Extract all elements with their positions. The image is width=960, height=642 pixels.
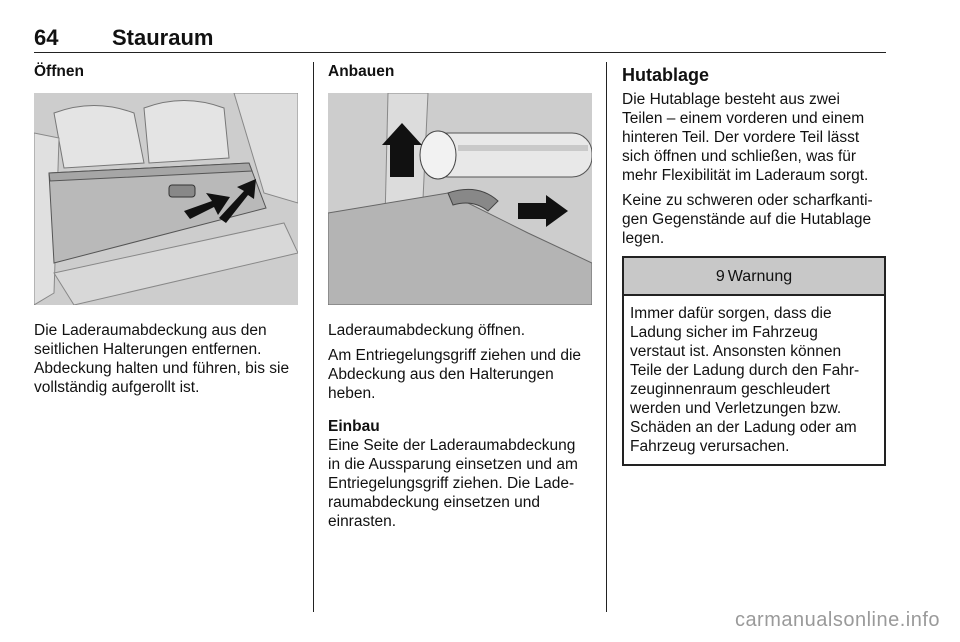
watermark: carmanualsonline.info: [734, 609, 940, 631]
text-line: Eine Seite der Laderaumabdeckung: [328, 437, 576, 454]
text-line: Abdeckung aus den Halterungen: [328, 366, 554, 383]
text-line: heben.: [328, 385, 376, 402]
text-line: einrasten.: [328, 513, 397, 530]
text-line: Abdeckung halten und führen, bis sie: [34, 360, 290, 377]
text-line: Teilen – einem vorderen und einem: [622, 110, 865, 127]
text-line: werden und Verletzungen bzw.: [630, 400, 842, 417]
heading-einbau: Einbau: [328, 418, 380, 435]
shelf-description: [622, 90, 886, 185]
text-line: Schäden an der Ladung oder am: [630, 419, 857, 436]
text-line: Teile der Ladung durch den Fahr-: [630, 362, 860, 379]
text-line: verstaut ist. Ansonsten können: [630, 343, 842, 360]
column-mounting: [328, 62, 594, 537]
mount-step-2: [328, 346, 594, 403]
text-line: in die Aussparung einsetzen und am: [328, 456, 578, 473]
text-line: Fahrzeug verursachen.: [630, 438, 790, 455]
warning-box: [622, 256, 886, 466]
text-line: Keine zu schweren oder scharfkanti-: [622, 192, 873, 209]
text-line: Immer dafür sorgen, dass die: [630, 305, 832, 322]
text-line: vollständig aufgerollt ist.: [34, 379, 200, 396]
column-opening: [34, 62, 300, 403]
text-line: raumabdeckung einsetzen und: [328, 494, 540, 511]
luggage-cover-mounting-illustration: [328, 93, 592, 305]
page-header: [34, 26, 886, 53]
luggage-cover-opening-illustration: [34, 93, 298, 305]
warning-title: Warnung: [727, 267, 793, 285]
text-line: mehr Flexibilität im Laderaum sorgt.: [622, 167, 869, 184]
text-line: Die Laderaumabdeckung aus den: [34, 322, 267, 339]
section-title: Stauraum: [112, 25, 214, 50]
heading-anbauen: Anbauen: [328, 63, 395, 80]
shelf-caution: [622, 191, 886, 248]
text-line: Die Hutablage besteht aus zwei: [622, 91, 840, 108]
page-number: 64: [34, 25, 59, 50]
warning-header: [624, 258, 884, 296]
text-line: Am Entriegelungsgriff ziehen und die: [328, 347, 582, 364]
text-line: zeuginnenraum geschleudert: [630, 381, 830, 398]
text-line: gen Gegenstände auf die Hutablage: [622, 211, 872, 228]
text-line: sich öffnen und schließen, was für: [622, 148, 857, 165]
text-line: Ladung sicher im Fahrzeug: [630, 324, 818, 341]
column-divider-1: [313, 62, 314, 612]
column-divider-2: [606, 62, 607, 612]
warning-body: [624, 296, 884, 464]
mount-step-1: Laderaumabdeckung öffnen.: [328, 322, 526, 339]
column-parcel-shelf: [622, 62, 886, 466]
text-line: hinteren Teil. Der vordere Teil lässt: [622, 129, 860, 146]
text-line: legen.: [622, 230, 665, 247]
warning-icon: 9: [715, 267, 725, 285]
heading-oeffnen: Öffnen: [34, 63, 84, 80]
text-line: Entriegelungsgriff ziehen. Die Lade-: [328, 475, 575, 492]
install-text: [328, 436, 594, 531]
heading-hutablage: Hutablage: [622, 65, 710, 85]
opening-text: [34, 321, 300, 397]
text-line: seitlichen Halterungen entfernen.: [34, 341, 262, 358]
